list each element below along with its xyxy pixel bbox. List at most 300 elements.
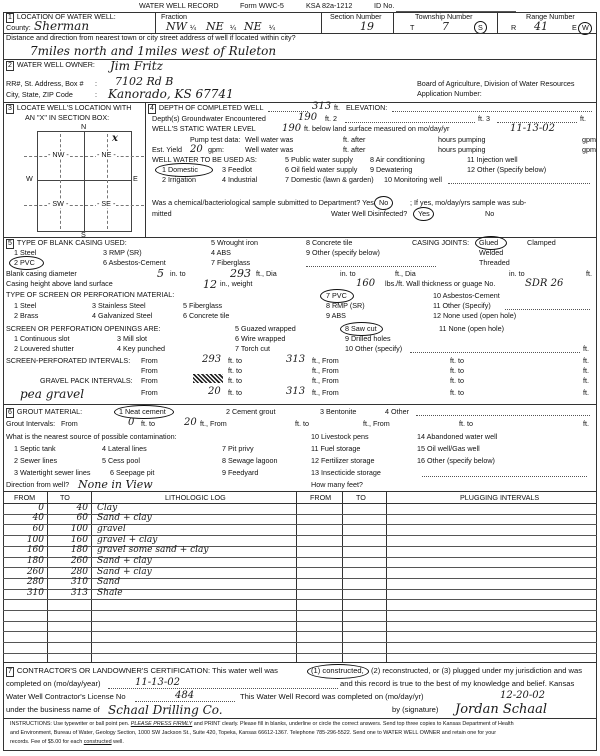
fraction-3[interactable]: NE — [244, 20, 262, 33]
log-description-cell[interactable]: gravel some sand + clay — [97, 545, 209, 556]
well-location-mark[interactable]: x — [112, 133, 118, 144]
gravel-from-value[interactable]: 20 — [208, 386, 221, 397]
divider — [3, 12, 4, 750]
elevation-field[interactable] — [392, 104, 592, 112]
screen-intervals-label: SCREEN-PERFORATED INTERVALS: — [6, 356, 131, 365]
separator: : — [95, 79, 97, 88]
openings-heading: SCREEN OR PERFORATION OPENINGS ARE: — [6, 324, 161, 333]
ksa-reference: KSA 82a-1212 — [306, 1, 353, 10]
log-description-cell[interactable]: Sand + clay — [97, 566, 152, 577]
direction-label: Direction from well? — [6, 480, 70, 489]
divider — [3, 750, 597, 751]
disinfected-label: Water Well Disinfected? — [331, 209, 408, 218]
form-number: Form WWC-5 — [240, 1, 284, 10]
log-from-cell[interactable]: 60 — [32, 523, 44, 534]
log-from-cell[interactable]: 310 — [26, 588, 44, 599]
screen-option[interactable]: 3 Stainless Steel — [92, 301, 146, 310]
use-option[interactable]: 4 Industrial — [222, 175, 258, 184]
instructions-line-2: and Environment, Bureau of Water, Geology Section, 1000 SW Jackson St., Suite 420, Topeka, Kansas 66612-1367. Telephone 785-296-5522. Send one to WATER WELL OWNER and retain one for your — [10, 730, 497, 736]
well-water-was: Well water was — [245, 145, 294, 154]
se-quadrant-label: - SE - — [97, 199, 116, 208]
section-2-heading: 2 WATER WELL OWNER: — [8, 60, 95, 69]
contam-option[interactable]: 13 Insecticide storage — [311, 468, 381, 477]
range-direction-e[interactable]: E — [572, 23, 577, 32]
grout-other-field[interactable] — [416, 408, 590, 416]
screen-option[interactable]: 8 RMP (SR) — [326, 301, 365, 310]
ft-from-label: ft., From — [200, 419, 227, 428]
hours-pumping: hours pumping — [438, 135, 486, 144]
wall-thickness-value[interactable]: SDR 26 — [525, 278, 564, 289]
screen-option[interactable]: 4 Galvanized Steel — [92, 311, 153, 320]
casing-option[interactable]: 4 ABS — [211, 248, 231, 257]
from-label: From — [141, 356, 158, 365]
in-to-label: in. to — [509, 269, 525, 278]
township-direction[interactable]: S — [478, 23, 483, 32]
contam-option[interactable]: 14 Abandoned water well — [417, 432, 498, 441]
use-option[interactable]: 7 Domestic (lawn & garden) — [285, 175, 374, 184]
use-option[interactable]: 9 Dewatering — [370, 165, 413, 174]
screen-from-value[interactable]: 293 — [202, 354, 222, 365]
divider — [3, 491, 597, 492]
ft-to-label: ft. to — [228, 366, 242, 375]
board-label: Board of Agriculture, Division of Water Resources — [417, 79, 575, 88]
selection-circle — [114, 405, 174, 419]
use-option-domestic[interactable]: 1 Domestic — [162, 165, 198, 174]
screen-option[interactable]: 10 Asbestos-Cement — [433, 291, 500, 300]
city-label: City, State, ZIP Code — [6, 90, 73, 99]
use-option[interactable]: 3 Feedlot — [222, 165, 252, 174]
instructions-line-3: records. Fee of $5.00 for each constructed well. — [10, 739, 124, 745]
contam-option[interactable]: 9 Feedyard — [222, 468, 259, 477]
casing-joint-welded[interactable]: Welded — [479, 248, 504, 257]
casing-option-pvc[interactable]: 2 PVC — [14, 258, 35, 267]
ft-to-label: ft. to — [450, 366, 464, 375]
table-rule — [3, 610, 597, 611]
groundwater-2-field[interactable] — [345, 115, 475, 123]
other-use-field[interactable] — [448, 176, 590, 184]
ft-from-label: ft., From — [312, 376, 339, 385]
contamination-question: What is the nearest source of possible contamination: — [6, 432, 177, 441]
screen-to-value[interactable]: 313 — [286, 354, 306, 365]
casing-option[interactable]: 3 RMP (SR) — [103, 248, 142, 257]
log-to-cell[interactable]: 100 — [70, 523, 88, 534]
yield-unit: gpm: — [208, 145, 224, 154]
signature[interactable]: Jordan Schaal — [455, 702, 548, 717]
grout-option[interactable]: 4 Other — [385, 407, 409, 416]
divider — [91, 491, 92, 662]
log-header-to-2: TO — [356, 493, 366, 502]
ft-to-label: ft. to — [450, 376, 464, 385]
ne-quadrant-label: - NE - — [97, 150, 116, 159]
gravel-pack-note[interactable]: pea gravel — [20, 387, 85, 401]
gravel-to-value[interactable]: 313 — [286, 386, 306, 397]
use-option[interactable]: 6 Oil field water supply — [285, 165, 358, 174]
opening-option[interactable]: 4 Key punched — [117, 344, 165, 353]
casing-height-label: Casing height above land surface — [6, 279, 113, 288]
contam-option[interactable]: 1 Septic tank — [14, 444, 56, 453]
log-to-cell[interactable]: 40 — [76, 502, 88, 513]
log-from-cell[interactable]: 0 — [38, 502, 44, 513]
well-water-was: Well water was — [245, 135, 294, 144]
screen-option[interactable]: 11 Other (Specify) — [433, 301, 491, 310]
divider — [296, 491, 297, 662]
opening-option[interactable]: 5 Guazed wrapped — [235, 324, 296, 333]
log-to-cell[interactable]: 313 — [70, 588, 88, 599]
opening-option[interactable]: 11 None (open hole) — [439, 324, 504, 333]
section-box[interactable] — [37, 131, 132, 232]
contam-option[interactable]: 3 Watertight sewer lines — [14, 468, 91, 477]
log-to-cell[interactable]: 180 — [70, 545, 88, 556]
disinfected-no[interactable]: No — [485, 209, 495, 218]
casing-option[interactable]: 1 Steel — [14, 248, 37, 257]
casing-option[interactable]: 9 Other (specify below) — [306, 248, 380, 257]
certification-constructed[interactable]: (1) constructed, — [311, 666, 364, 675]
static-water-value[interactable]: 190 — [282, 123, 302, 134]
divider — [60, 134, 61, 229]
gpm-unit: gpm — [582, 135, 596, 144]
opening-option[interactable]: 10 Other (specify) — [345, 344, 403, 353]
in-weight-label: in., weight — [220, 279, 253, 288]
opening-option[interactable]: 2 Louvered shutter — [14, 344, 74, 353]
selection-circle — [307, 664, 369, 679]
casing-diameter-label: Blank casing diameter — [6, 269, 77, 278]
screen-option[interactable]: 9 ABS — [326, 311, 346, 320]
water-use-label: WELL WATER TO BE USED AS: — [152, 155, 257, 164]
use-option[interactable]: 10 Monitoring well — [384, 175, 442, 184]
contam-option[interactable]: 7 Pit privy — [222, 444, 254, 453]
casing-option[interactable]: 8 Concrete tile — [306, 238, 353, 247]
use-option[interactable]: 12 Other (Specify below) — [467, 165, 547, 174]
groundwater-3-field[interactable] — [497, 115, 577, 123]
ft-unit: ft. — [583, 366, 589, 375]
static-water-label: WELL'S STATIC WATER LEVEL — [152, 124, 256, 133]
separator: : — [95, 90, 97, 99]
from-label: From — [141, 388, 158, 397]
log-description-cell[interactable]: Sand — [97, 577, 121, 588]
casing-weight-value[interactable]: 160 — [356, 278, 376, 289]
ft-to-label: ft. to — [228, 388, 242, 397]
log-description-cell[interactable]: gravel + clay — [97, 534, 158, 545]
log-to-cell[interactable]: 160 — [70, 534, 88, 545]
grout-intervals-label: Grout Intervals: — [6, 419, 56, 428]
other-opening-field[interactable] — [410, 345, 580, 353]
log-to-cell[interactable]: 280 — [70, 566, 88, 577]
grout-option[interactable]: 2 Cement grout — [226, 407, 276, 416]
ft-unit: ft. — [583, 356, 589, 365]
quarter-mark: ¼ — [269, 23, 275, 32]
elevation-label: ELEVATION: — [346, 103, 388, 112]
contam-option[interactable]: 5 Cess pool — [102, 456, 140, 465]
depth-value[interactable]: 313 — [312, 101, 332, 112]
log-from-cell[interactable]: 180 — [26, 556, 44, 566]
north-label: N — [81, 122, 87, 131]
record-completed-label: This Water Well Record was completed on (mo/day/yr) — [240, 692, 424, 701]
screen-option[interactable]: 1 Steel — [14, 301, 37, 310]
static-water-tail: ft. below land surface measured on mo/day/yr — [304, 124, 450, 133]
table-rule — [3, 621, 597, 622]
ft-to-label: ft. to — [295, 419, 309, 428]
table-rule — [3, 578, 597, 579]
divider — [107, 134, 108, 229]
ft-to-label: ft. to — [459, 419, 473, 428]
other-contam-field[interactable] — [422, 469, 587, 477]
divider — [24, 156, 144, 157]
certification-text-b: (2) reconstructed, or (3) plugged under my jurisdiction and was — [371, 666, 583, 675]
casing-height-value[interactable]: 12 — [203, 278, 217, 291]
business-name[interactable]: Schaal Drilling Co. — [108, 703, 223, 717]
ft-unit: ft. — [334, 103, 340, 112]
log-header-to: TO — [60, 493, 70, 502]
log-description-cell[interactable]: gravel — [97, 523, 126, 534]
township-value[interactable]: 7 — [442, 20, 449, 33]
screen-material-heading: TYPE OF SCREEN OR PERFORATION MATERIAL: — [6, 290, 175, 299]
signature-label: by (signature) — [392, 705, 439, 714]
form-title: WATER WELL RECORD — [139, 1, 219, 10]
opening-option[interactable]: 1 Continuous slot — [14, 334, 70, 343]
contam-option[interactable]: 10 Livestock pens — [311, 432, 369, 441]
casing-option[interactable]: 5 Wrought iron — [211, 238, 259, 247]
instructions-line-1: INSTRUCTIONS: Use typewriter or ball point pen. PLEASE PRESS FIRMLY and PRINT clearly. Please fill in blanks, underline or circle the correct answers. Send top three copies to Kansas Department of Health — [10, 721, 514, 727]
gpm-unit: gpm — [582, 145, 596, 154]
range-label: Range Number — [526, 12, 575, 21]
application-number-label: Application Number: — [417, 89, 482, 98]
ft-from-label: ft., From — [363, 419, 390, 428]
log-description-cell[interactable]: Clay — [97, 502, 118, 513]
contam-option[interactable]: 8 Sewage lagoon — [222, 456, 278, 465]
est-yield-value[interactable]: 20 — [190, 144, 203, 155]
in-to-label: in. to — [340, 269, 356, 278]
casing-joints-label: CASING JOINTS: — [412, 238, 470, 247]
contam-option[interactable]: 2 Sewer lines — [14, 456, 58, 465]
log-header-from: FROM — [14, 493, 36, 502]
grout-from-value[interactable]: 0 — [128, 417, 135, 428]
divider — [393, 12, 394, 33]
distance-value[interactable]: 7miles north and 1miles west of Ruleton — [30, 44, 277, 58]
grout-option-neat-cement[interactable]: 1 Neat cement — [119, 407, 166, 416]
divider — [3, 662, 597, 663]
screen-option-pvc[interactable]: 7 PVC — [326, 291, 347, 300]
ft-after: ft. after — [343, 145, 366, 154]
screen-option[interactable]: 6 Concrete tile — [183, 311, 230, 320]
id-label: ID No. — [374, 1, 395, 10]
quarter-mark: ¼ — [190, 23, 196, 32]
screen-option[interactable]: 2 Brass — [14, 311, 39, 320]
use-option[interactable]: 2 Irrigation — [162, 175, 196, 184]
address-label: RR#, St. Address, Box # — [6, 79, 84, 88]
divider — [321, 12, 322, 33]
disinfected-yes[interactable]: Yes — [418, 209, 430, 218]
certification-text-c: and this record is true to the best of my knowledge and belief. Kansas — [340, 679, 575, 688]
ft-to-label: ft. to — [228, 376, 242, 385]
ft-unit: ft. — [583, 388, 589, 397]
log-to-cell[interactable]: 60 — [76, 513, 88, 524]
divider — [386, 491, 387, 662]
ft-unit: ft. — [583, 344, 589, 353]
log-to-cell[interactable]: 310 — [70, 577, 88, 588]
fraction-label: Fraction — [161, 12, 187, 21]
range-value[interactable]: 41 — [534, 20, 548, 33]
log-from-cell[interactable]: 40 — [32, 513, 44, 524]
casing-joint-clamped[interactable]: Clamped — [527, 238, 556, 247]
divider — [155, 12, 156, 33]
static-water-date[interactable]: 11-13-02 — [510, 123, 555, 134]
ft-unit: ft. — [580, 114, 586, 123]
ft-dia-label: ft., Dia — [256, 269, 277, 278]
opening-option[interactable]: 9 Drilled holes — [345, 334, 391, 343]
log-from-cell[interactable]: 160 — [26, 545, 44, 556]
opening-option-saw-cut[interactable]: 8 Saw cut — [345, 324, 377, 333]
quarter-mark: ¼ — [230, 23, 236, 32]
certification-text-a: 7 CONTRACTOR'S OR LANDOWNER'S CERTIFICATION: This water well was — [8, 666, 278, 675]
table-rule — [3, 546, 597, 547]
county-label: County: — [6, 23, 31, 32]
sample-tail: ; If yes, mo/day/yrs sample was sub- — [410, 198, 527, 207]
log-to-cell[interactable]: 260 — [70, 556, 88, 566]
log-header-from-2: FROM — [310, 493, 332, 502]
table-rule — [3, 514, 597, 515]
sample-tail-2: mitted — [152, 209, 172, 218]
hours-pumping: hours pumping — [438, 145, 486, 154]
divider — [38, 180, 131, 181]
divider — [497, 12, 498, 33]
table-rule — [3, 567, 597, 568]
sw-quadrant-label: - SW - — [48, 199, 69, 208]
log-from-cell[interactable]: 260 — [26, 566, 44, 577]
address-value[interactable]: 7102 Rd B — [115, 75, 174, 88]
table-rule — [3, 557, 597, 558]
groundwater-label: Depth(s) Groundwater Encountered — [152, 114, 266, 123]
section-6-heading: 6 GROUT MATERIAL: — [8, 407, 83, 416]
township-label: Township Number — [415, 12, 473, 21]
screen-option[interactable]: 5 Fiberglass — [183, 301, 223, 310]
section-5-heading: 5 TYPE OF BLANK CASING USED: — [8, 238, 127, 247]
completed-date[interactable]: 11-13-02 — [135, 677, 180, 688]
nw-quadrant-label: - NW - — [48, 150, 69, 159]
ft-from-label: ft., From — [312, 366, 339, 375]
opening-option[interactable]: 3 Mill slot — [117, 334, 147, 343]
contam-option[interactable]: 15 Oil well/Gas well — [417, 444, 480, 453]
feet-label: How many feet? — [311, 480, 363, 489]
divider — [145, 102, 146, 237]
divider — [596, 12, 597, 750]
opening-option[interactable]: 7 Torch cut — [235, 344, 271, 353]
log-description-cell[interactable]: Sand + clay — [97, 556, 152, 566]
pump-test-label: Pump test data: — [190, 135, 241, 144]
range-direction-w[interactable]: W — [582, 23, 589, 32]
section-3-heading: 3 LOCATE WELL'S LOCATION WITH — [8, 103, 132, 112]
casing-joint-threaded[interactable]: Threaded — [479, 258, 510, 267]
license-value[interactable]: 484 — [175, 690, 195, 701]
ft-unit: ft. — [583, 376, 589, 385]
city-value[interactable]: Kanorado, KS 67741 — [108, 87, 234, 101]
east-label: E — [133, 174, 138, 183]
log-description-cell[interactable]: Sand + clay — [97, 513, 152, 524]
log-description-cell[interactable]: Shale — [97, 588, 123, 599]
sample-no[interactable]: No — [379, 198, 389, 207]
ft-unit: ft. — [583, 419, 589, 428]
west-label: W — [26, 174, 33, 183]
ft-3-label: ft. 3 — [478, 114, 490, 123]
range-prefix: R — [511, 23, 517, 32]
contam-option[interactable]: 12 Fertilizer storage — [311, 456, 375, 465]
wall-thickness-label: lbs./ft. Wall thickness or guage No. — [385, 279, 496, 288]
table-rule — [3, 524, 597, 525]
county-value[interactable]: Sherman — [34, 19, 90, 33]
depth-field-line — [268, 104, 308, 112]
log-header-plugging: PLUGGING INTERVALS — [460, 493, 540, 502]
section-3-subheading: AN "X" IN SECTION BOX: — [25, 113, 110, 122]
grout-option[interactable]: 3 Bentonite — [320, 407, 357, 416]
ft-2-label: ft. 2 — [325, 114, 337, 123]
grout-to-value[interactable]: 20 — [184, 417, 197, 428]
log-from-cell[interactable]: 100 — [26, 534, 44, 545]
use-option[interactable]: 5 Public water supply — [285, 155, 353, 164]
casing-diameter-value[interactable]: 5 — [157, 267, 164, 280]
township-prefix: T — [410, 23, 415, 32]
section-number-label: Section Number — [330, 12, 382, 21]
owner-name[interactable]: Jim Fritz — [110, 59, 163, 73]
log-header-lithologic: LITHOLOGIC LOG — [165, 493, 226, 502]
ft-unit: ft. — [586, 269, 592, 278]
casing-diameter-to[interactable]: 293 — [230, 267, 251, 280]
record-completed-date[interactable]: 12-20-02 — [500, 690, 545, 701]
other-casing-field[interactable] — [306, 259, 436, 267]
ft-from-label: ft., From — [312, 388, 339, 397]
from-label: From — [61, 419, 78, 428]
ft-to-label: ft. to — [228, 356, 242, 365]
contam-option[interactable]: 4 Lateral lines — [102, 444, 147, 453]
use-option[interactable]: 8 Air conditioning — [370, 155, 425, 164]
casing-option[interactable]: 6 Asbestos-Cement — [103, 258, 166, 267]
divider — [24, 205, 144, 206]
section-1-heading: 1 LOCATION OF WATER WELL: — [8, 12, 116, 21]
ft-after: ft. after — [343, 135, 366, 144]
casing-option[interactable]: 7 Fiberglass — [211, 258, 251, 267]
table-rule — [3, 631, 597, 632]
divider — [342, 491, 343, 662]
depth-label: 4 DEPTH OF COMPLETED WELL — [150, 103, 264, 112]
distance-label: Distance and direction from nearest town or city street address of well if located within city? — [6, 33, 296, 42]
fraction-2[interactable]: NE — [206, 20, 224, 33]
in-to-label: in. to — [170, 269, 186, 278]
ft-to-label: ft. to — [450, 356, 464, 365]
log-from-cell[interactable]: 280 — [26, 577, 44, 588]
divider — [84, 132, 85, 231]
sample-question: Was a chemical/bacteriological sample submitted to Department? Yes — [152, 198, 374, 207]
fraction-1[interactable]: NW — [166, 20, 187, 33]
scribbled-out-value — [193, 374, 223, 383]
ft-to-label: ft. to — [450, 388, 464, 397]
other-screen-field[interactable] — [505, 302, 590, 310]
contam-option[interactable]: 6 Seepage pit — [110, 468, 155, 477]
selection-circle — [9, 256, 44, 270]
screen-option[interactable]: 12 None used (open hole) — [433, 311, 517, 320]
from-label: From — [141, 376, 158, 385]
ft-dia-label: ft., Dia — [395, 269, 416, 278]
est-yield-label: Est. Yield — [152, 145, 182, 154]
direction-value[interactable]: None in View — [78, 478, 153, 491]
opening-option[interactable]: 6 Wire wrapped — [235, 334, 286, 343]
casing-joint-glued[interactable]: Glued — [479, 238, 499, 247]
south-label: S — [81, 230, 86, 239]
contam-option[interactable]: 16 Other (specify below) — [417, 456, 495, 465]
divider — [3, 503, 597, 504]
groundwater-1-value[interactable]: 190 — [298, 112, 318, 123]
use-option[interactable]: 11 Injection well — [467, 155, 518, 164]
section-number-value[interactable]: 19 — [360, 20, 374, 33]
contam-option[interactable]: 11 Fuel storage — [311, 444, 361, 453]
selection-circle — [413, 207, 434, 221]
